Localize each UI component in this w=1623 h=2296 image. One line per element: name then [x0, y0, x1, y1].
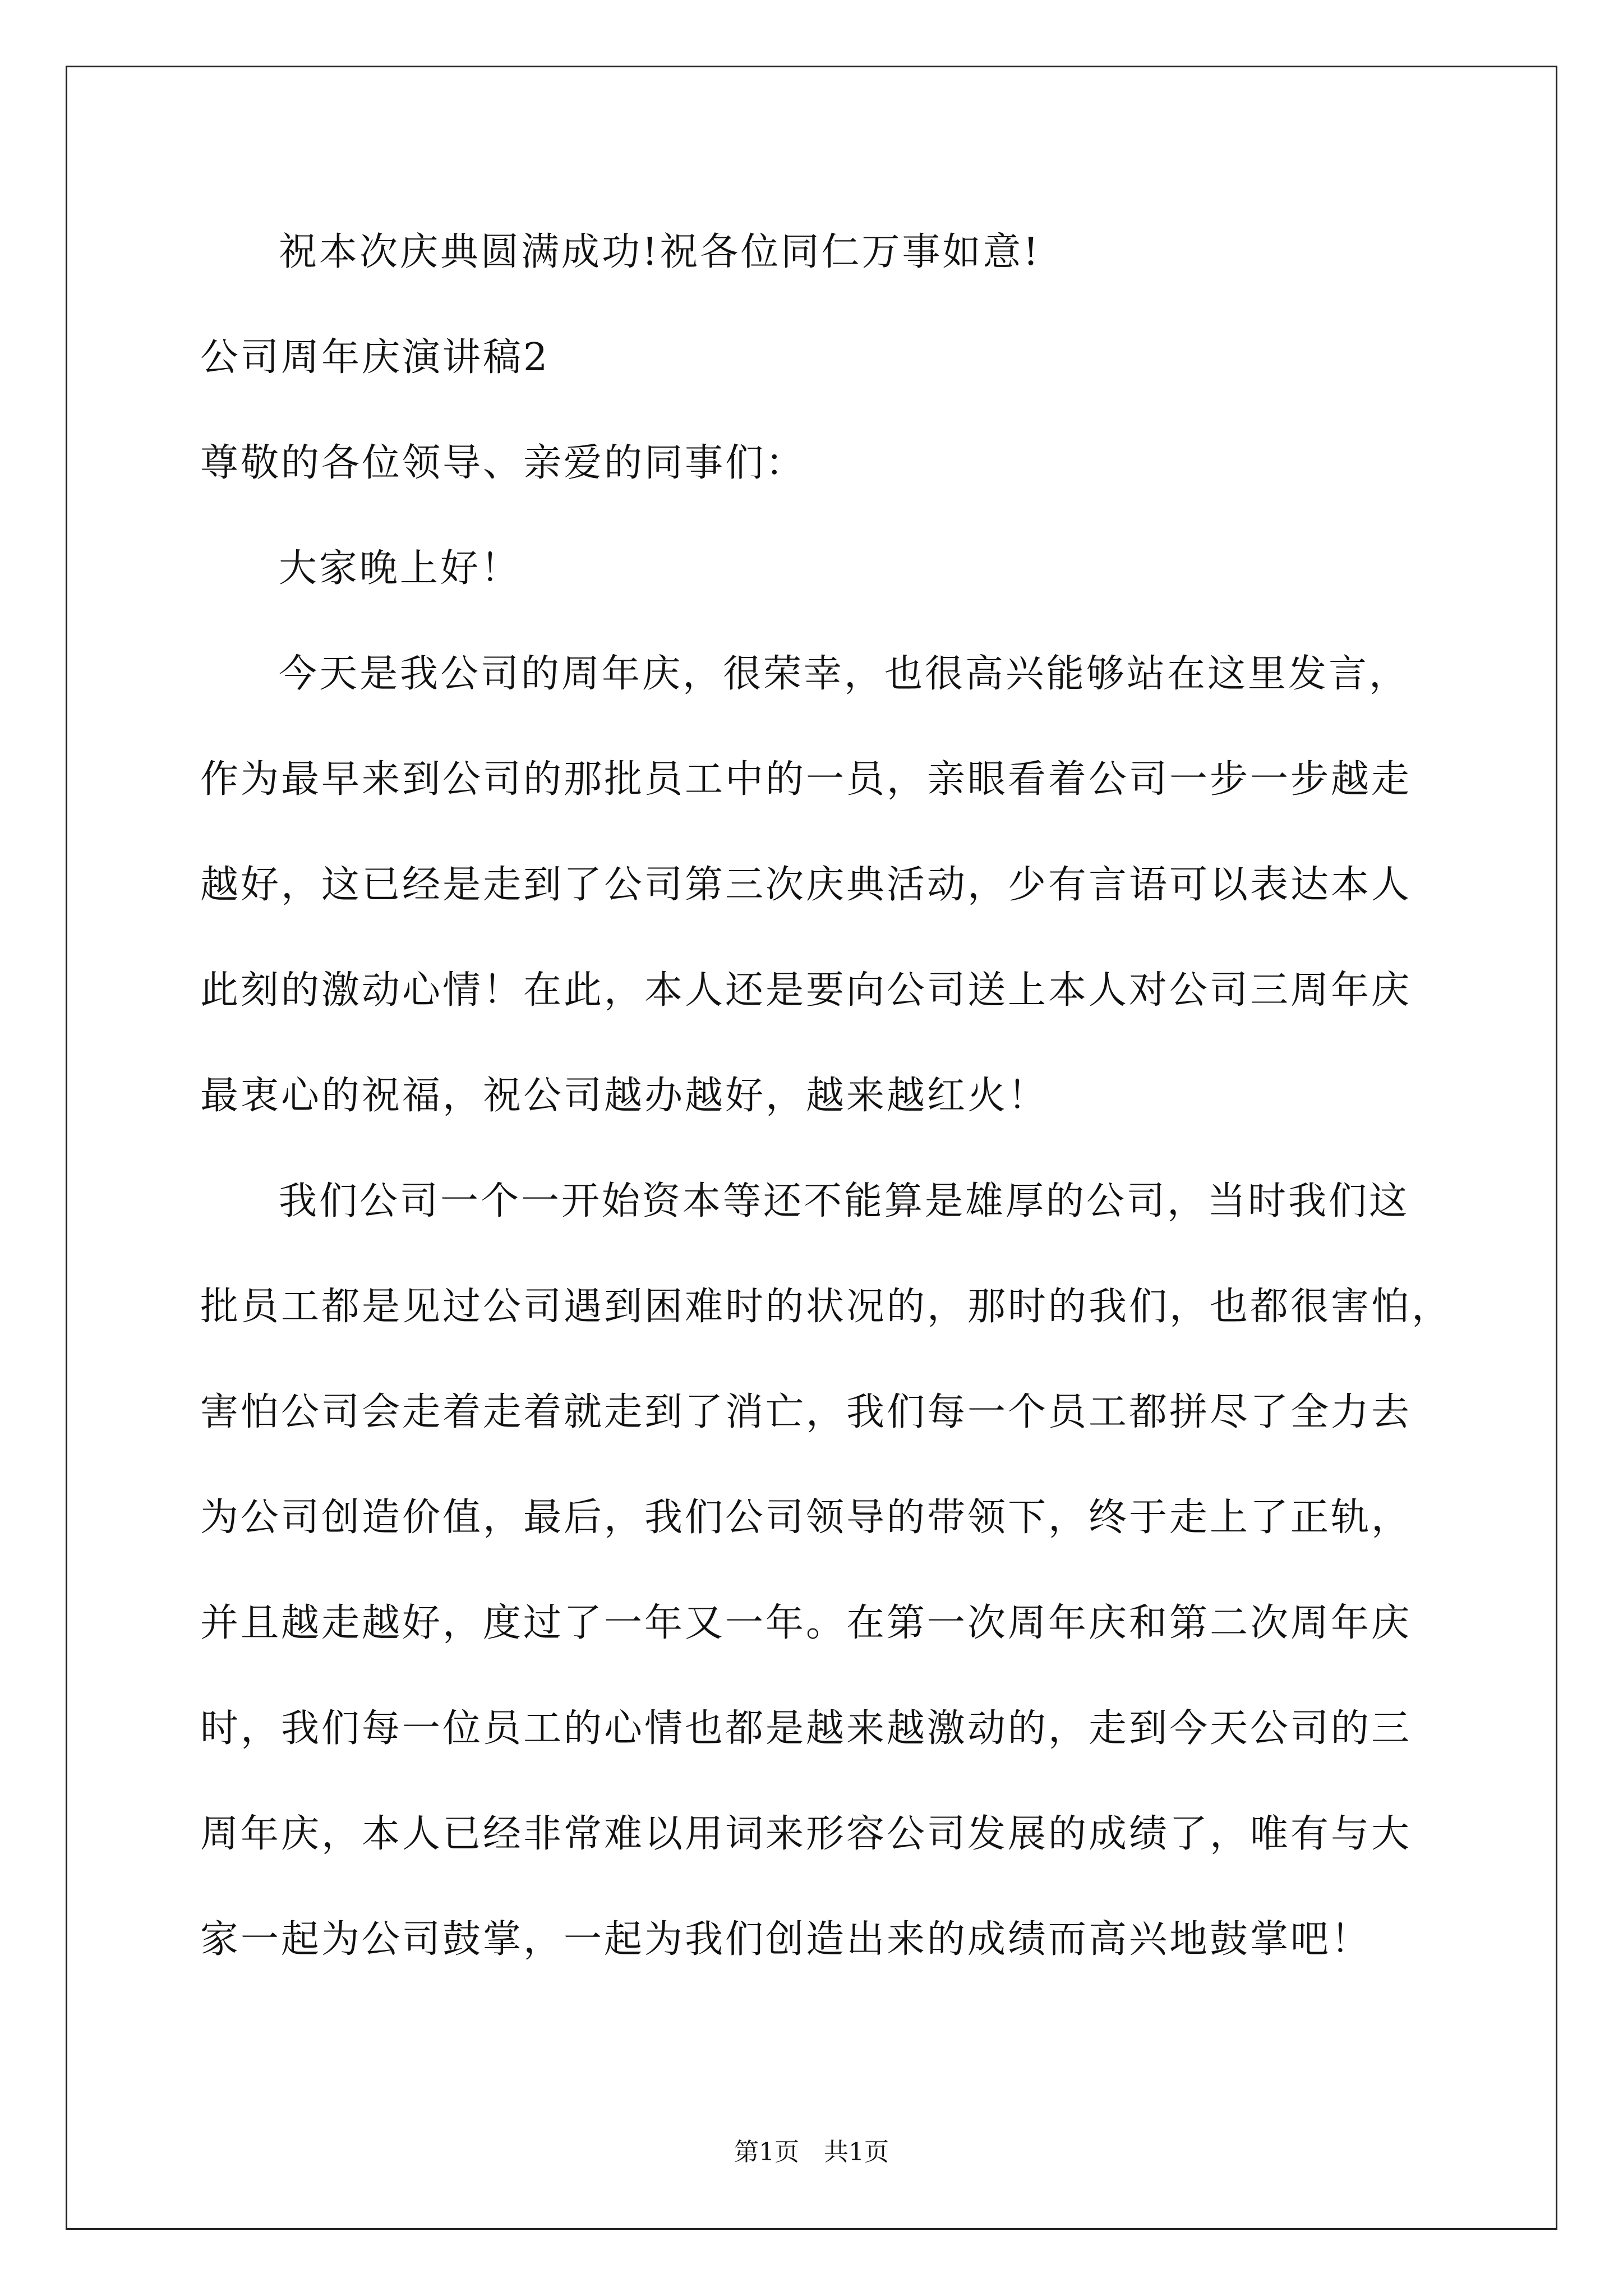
- text-line: 大家晚上好！: [279, 546, 522, 591]
- text-line: 为公司创造价值，最后，我们公司领导的带领下，终于走上了正轨，: [200, 1496, 1412, 1540]
- text-line: 越好，这已经是走到了公司第三次庆典活动，少有言语可以表达本人: [200, 863, 1412, 907]
- document-body: [200, 222, 1453, 2014]
- text-line: 最衷心的祝福，祝公司越办越好，越来越红火！: [200, 1074, 1049, 1118]
- text-line: 时，我们每一位员工的心情也都是越来越激动的，走到今天公司的三: [200, 1706, 1412, 1751]
- text-line: 害怕公司会走着走着就走到了消亡，我们每一个员工都拼尽了全力去: [200, 1390, 1412, 1434]
- text-line: 尊敬的各位领导、亲爱的同事们：: [200, 441, 806, 485]
- text-line: 此刻的激动心情！在此，本人还是要向公司送上本人对公司三周年庆: [200, 968, 1412, 1013]
- page-footer: 第1页 共1页: [734, 2138, 889, 2166]
- text-line: 公司周年庆演讲稿2: [200, 335, 550, 380]
- text-line: 作为最早来到公司的那批员工中的一员，亲眼看着公司一步一步越走: [200, 757, 1412, 802]
- text-line: 祝本次庆典圆满成功!祝各位同仁万事如意!: [279, 230, 1041, 274]
- text-line: 周年庆，本人已经非常难以用词来形容公司发展的成绩了，唯有与大: [200, 1812, 1412, 1856]
- text-line: 批员工都是见过公司遇到困难时的状况的，那时的我们，也都很害怕，: [200, 1285, 1453, 1329]
- text-line: 今天是我公司的周年庆，很荣幸，也很高兴能够站在这里发言，: [279, 652, 1410, 696]
- text-line: 并且越走越好，度过了一年又一年。在第一次周年庆和第二次周年庆: [200, 1601, 1412, 1645]
- text-line: 家一起为公司鼓掌，一起为我们创造出来的成绩而高兴地鼓掌吧！: [200, 1917, 1372, 1962]
- text-line: 我们公司一个一开始资本等还不能算是雄厚的公司，当时我们这: [279, 1179, 1410, 1223]
